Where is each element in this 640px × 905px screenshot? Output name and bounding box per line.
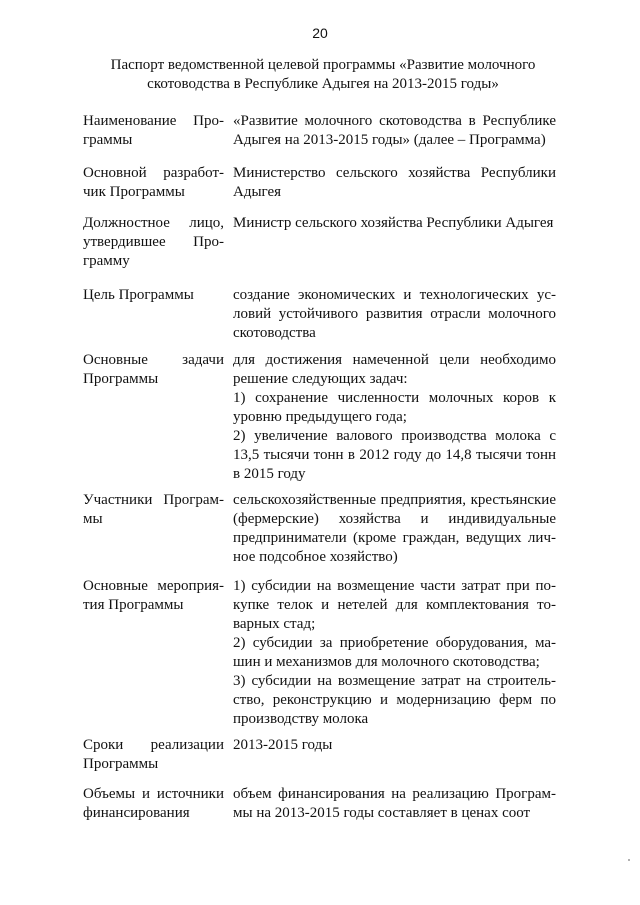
row-value (233, 112, 556, 150)
row-label: Цель Программы (83, 287, 194, 303)
value-paragraph: объем финансирования на реализацию Программы на 2013-2015 годы составляет в ценах соот (233, 786, 556, 821)
row-label: Наименование Программы (83, 113, 224, 148)
value-paragraph: Министр сельского хозяйства Республики Адыгея (233, 215, 554, 231)
row-label: Основной разработчик Программы (83, 165, 224, 200)
value-paragraph: 2) увеличение валового производства молока с 13,5 тысячи тонн в 2012 году до 14,8 тысячи тонн в 2015 году (233, 428, 556, 482)
value-paragraph: 3) субсидии на возмещение затрат на строительство, реконструкцию и модернизацию ферм по производству молока (233, 673, 556, 727)
document-title: Паспорт ведомственной целевой программы «Развитие молочного скотоводства в Республике Адыгея на 2013-2015 годы» (110, 57, 536, 92)
value-paragraph: 2013-2015 годы (233, 737, 333, 753)
value-paragraph: Министерство сельского хозяйства Республики Адыгея (233, 165, 556, 200)
row-label: Основные задачи Программы (83, 352, 224, 387)
value-paragraph: 2) субсидии за приобретение оборудования, машин и механизмов для молочного скотоводства; (233, 635, 556, 670)
row-value (233, 351, 556, 484)
value-paragraph: 1) сохранение численности молочных коров к уровню предыдущего года; (233, 390, 556, 425)
row-value (233, 736, 556, 755)
row-value (233, 286, 556, 343)
row-value (233, 164, 556, 202)
value-paragraph: 1) субсидии на возмещение части затрат при покупке телок и нетелей для комплектования товарных стад; (233, 578, 556, 632)
row-value (233, 491, 556, 567)
value-paragraph: для достижения намеченной цели необходимо решение следующих задач: (233, 352, 556, 387)
row-value (233, 577, 556, 729)
row-value (233, 214, 556, 233)
row-value (233, 785, 556, 823)
row-label: Основные мероприятия Программы (83, 578, 224, 613)
row-label: Объемы и источники финансирования (83, 786, 224, 821)
scan-speck (628, 859, 630, 861)
value-paragraph: сельскохозяйственные предприятия, крестьянские (фермерские) хозяйства и индивидуальные предприниматели (кроме граждан, ведущих личное подсобное хозяйство) (233, 492, 556, 565)
value-paragraph: «Развитие молочного скотоводства в Республике Адыгея на 2013-2015 годы» (далее – Программа) (233, 113, 556, 148)
row-label: Должностное лицо, утвердившее Программу (83, 215, 224, 269)
row-label: Участники Программы (83, 492, 224, 527)
page-number: 20 (312, 25, 328, 41)
value-paragraph: создание экономических и технологических условий устойчивого развития отрасли молочного скотоводства (233, 287, 556, 341)
row-label: Сроки реализации Программы (83, 737, 224, 772)
